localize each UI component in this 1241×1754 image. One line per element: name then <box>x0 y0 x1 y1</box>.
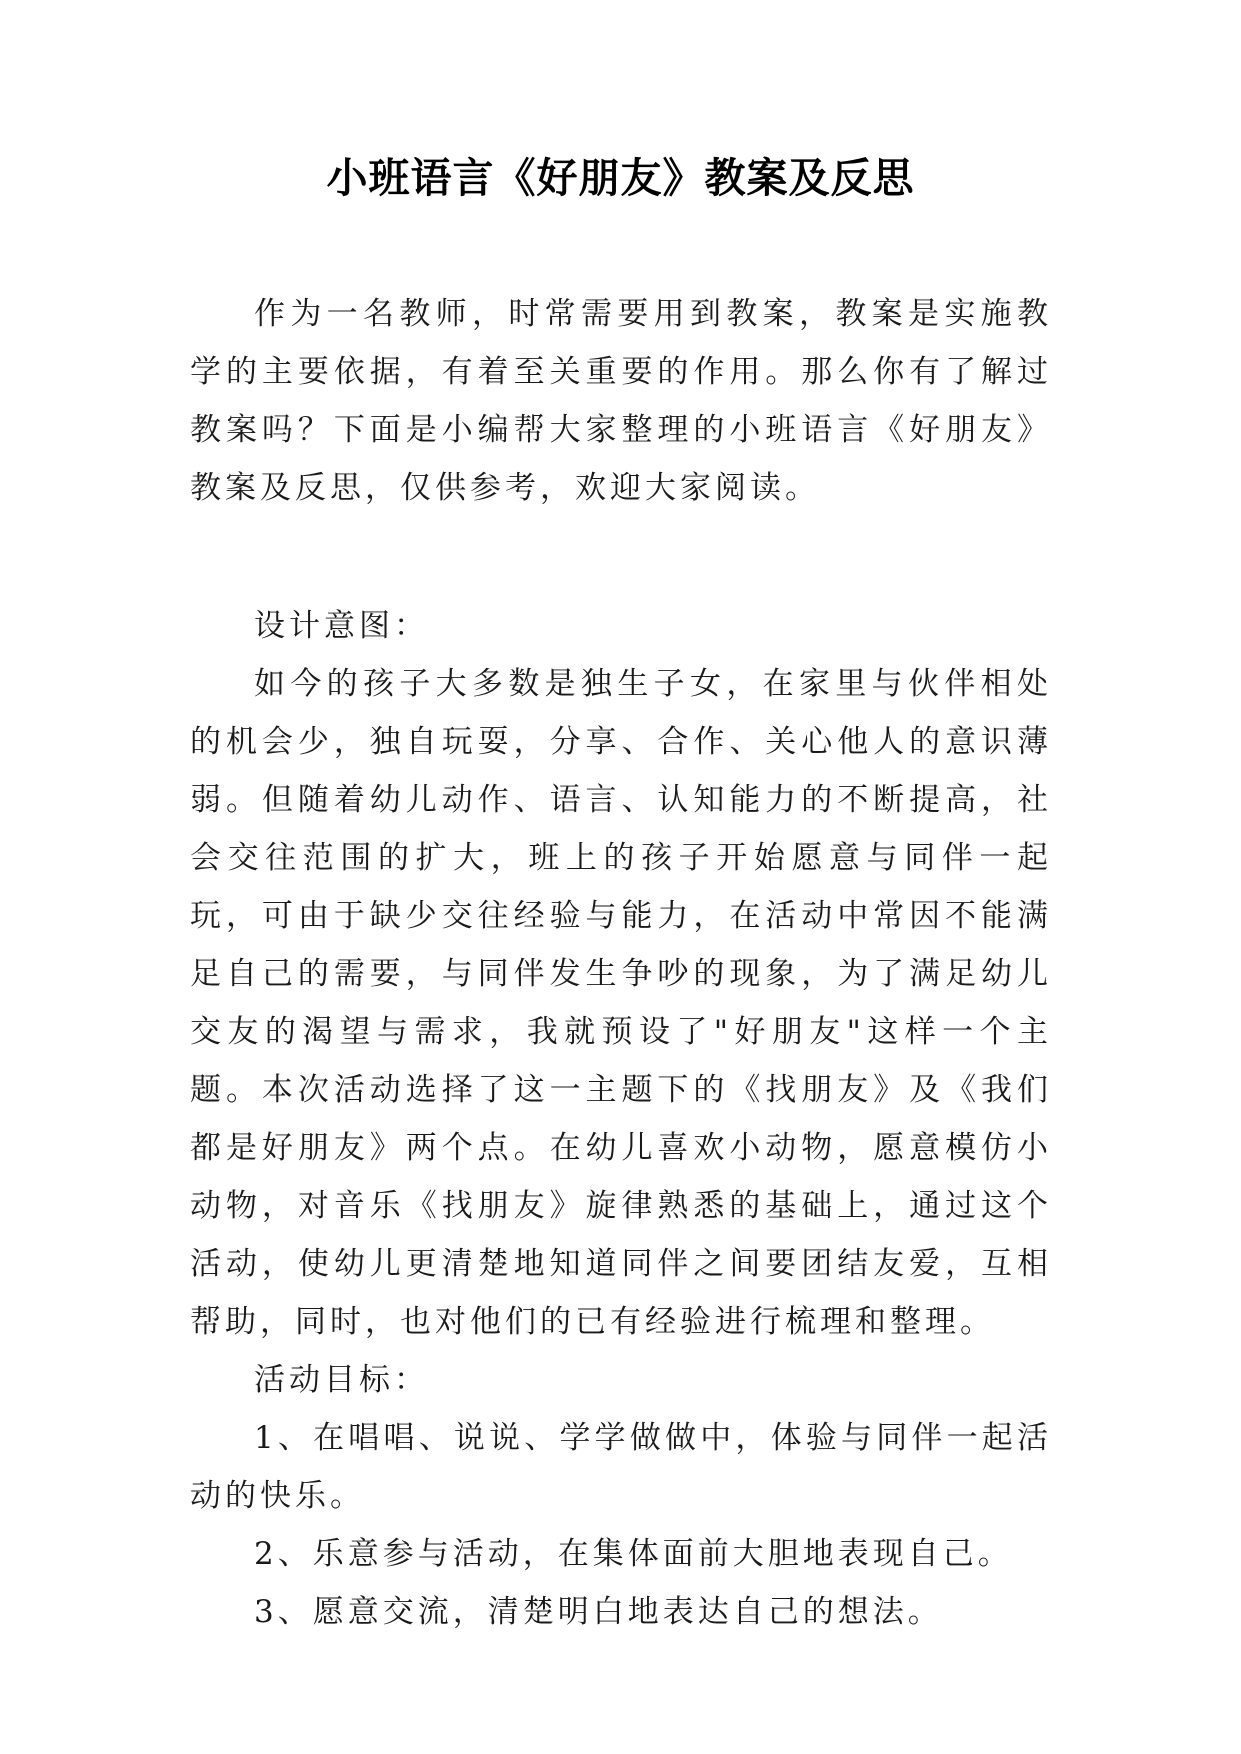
design-heading: 设计意图： <box>254 608 429 644</box>
intro-section <box>190 285 1052 517</box>
design-paragraph: 如今的孩子大多数是独生子女，在家里与伙伴相处的机会少，独自玩耍，分享、合作、关心他人的意识薄弱。但随着幼儿动作、语言、认知能力的不断提高，社会交往范围的扩大，班上的孩子开始愿意与同伴一起玩，可由于缺少交往经验与能力，在活动中常因不能满足自己的需要，与同伴发生争吵的现象，为了满足幼儿交友的渴望与需求，我就预设了"好朋友"这样一个主题。本次活动选择了这一主题下的《找朋友》及《我们都是好朋友》两个点。在幼儿喜欢小动物，愿意模仿小动物，对音乐《找朋友》旋律熟悉的基础上，通过这个活动，使幼儿更清楚地知道同伴之间要团结友爱，互相帮助，同时，也对他们的已有经验进行梳理和整理。 <box>190 666 1052 1340</box>
goal-item: 3、愿意交流，清楚明白地表达自己的想法。 <box>254 1594 943 1630</box>
goal-item: 1、在唱唱、说说、学学做做中，体验与同伴一起活动的快乐。 <box>190 1420 1052 1514</box>
document-title: 小班语言《好朋友》教案及反思 <box>326 154 915 202</box>
main-section <box>190 597 1052 1641</box>
goal-item: 2、乐意参与活动，在集体面前大胆地表现自己。 <box>254 1536 1013 1572</box>
goals-heading: 活动目标： <box>254 1362 429 1398</box>
intro-paragraph: 作为一名教师，时常需要用到教案，教案是实施教学的主要依据，有着至关重要的作用。那么你有了解过教案吗？下面是小编帮大家整理的小班语言《好朋友》教案及反思，仅供参考，欢迎大家阅读。 <box>190 296 1052 506</box>
